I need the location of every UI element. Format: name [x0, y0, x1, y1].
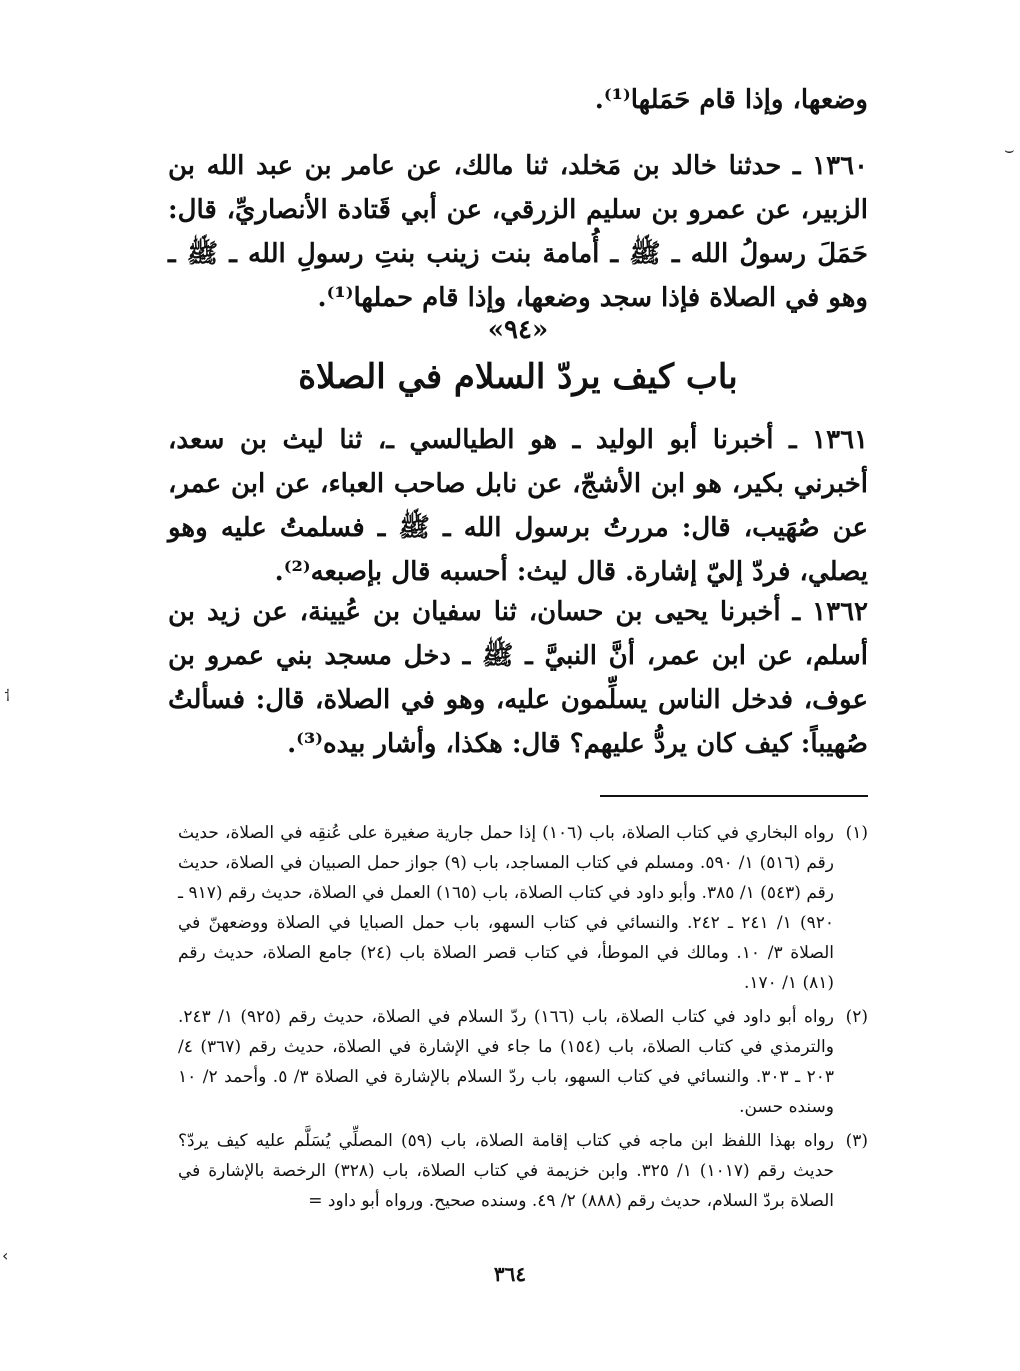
- footnote-text: رواه أبو داود في كتاب الصلاة، باب (١٦٦) ردّ السلام في الصلاة، حديث رقم (٩٢٥) ١/ ٢٤٣. والترمذي في كتاب الصلاة، باب (١٥٤) ما جاء في الإشارة في الصلاة، حديث رقم (٣٦٧) ٤/ ٢٠٣ ـ ٣٠٣. والنسائي في كتاب السهو، باب ردّ السلام بالإشارة في الصلاة ٣/ ٥. وأحمد ٢/ ١٠ وسنده حسن.: [178, 1007, 835, 1117]
- scan-edge-mark-icon: ⸶: [4, 686, 11, 705]
- footnote-number: (٣): [845, 1131, 868, 1151]
- footnote-1: [178, 818, 868, 998]
- footnote-2: [178, 1002, 868, 1122]
- footnote-text: رواه بهذا اللفظ ابن ماجه في كتاب إقامة الصلاة، باب (٥٩) المصلِّي يُسَلَّم عليه كيف يردّ؟ حديث رقم (١٠١٧) ١/ ٣٢٥. وابن خزيمة في كتاب الصلاة، باب (٣٢٨) الرخصة بالإشارة في الصلاة بردّ السلام، حديث رقم (٨٨٨) ٢/ ٤٩. وسنده صحيح. ورواه أبو داود =: [178, 1131, 834, 1211]
- hadith-1361: ١٣٦١ ـ أخبرنا أبو الوليد ـ هو الطيالسي ـ، ثنا ليث بن سعد، أخبرني بكير، هو ابن الأشجّ، عن نابل صاحب العباء، عن ابن عمر، عن صُهَيب، قال: مررتُ برسول الله ـ ﷺ ـ فسلمتُ عليه وهو يصلي، فردّ إليّ إشارة. قال ليث: أحسبه قال بإصبعه⁽²⁾.: [168, 425, 868, 587]
- section-title: باب كيف يردّ السلام في الصلاة: [298, 357, 738, 397]
- footnote-number: (٢): [845, 1007, 868, 1027]
- footnote-text: رواه البخاري في كتاب الصلاة، باب (١٠٦) إذا حمل جارية صغيرة على عُنقِه في الصلاة، حديث رقم (٥١٦) ١/ ٥٩٠. ومسلم في كتاب المساجد، باب (٩) جواز حمل الصبيان في الصلاة، حديث رقم (٥٤٣) ١/ ٣٨٥. وأبو داود في كتاب الصلاة، باب (١٦٥) العمل في الصلاة، حديث رقم (٩١٧ ـ ٩٢٠) ١/ ٢٤١ ـ ٢٤٢. والنسائي في كتاب السهو، باب حمل الصبايا في الصلاة ووضعهنّ في الصلاة ٣/ ١٠. ومالك في الموطأ، في كتاب قصر الصلاة باب (٢٤) جامع الصلاة، حديث رقم (٨١) ١/ ١٧٠.: [178, 823, 834, 993]
- footnote-number: (١): [845, 823, 868, 843]
- intro-continuation: وضعها، وإذا قام حَمَلها⁽¹⁾.: [594, 85, 868, 115]
- page-number: ٣٦٤: [493, 1262, 527, 1286]
- footnotes: [178, 818, 868, 1220]
- hadith-1362: ١٣٦٢ ـ أخبرنا يحيى بن حسان، ثنا سفيان بن عُيينة، عن زيد بن أسلم، عن ابن عمر، أنَّ النبيَّ ـ ﷺ ـ دخل مسجد بني عمرو بن عوف، فدخل الناس يسلِّمون عليه، وهو في الصلاة، قال: فسألتُ صُهيباً: كيف كان يردُّ عليهم؟ قال: هكذا، وأشار بيده⁽³⁾.: [168, 597, 868, 759]
- footnote-divider: [600, 795, 868, 797]
- hadith-1360: ١٣٦٠ ـ حدثنا خالد بن مَخلد، ثنا مالك، عن عامر بن عبد الله بن الزبير، عن عمرو بن سليم الزرقي، عن أبي قَتادة الأنصاريِّ، قال: حَمَلَ رسولُ الله ـ ﷺ ـ أُمامة بنت زينب بنتِ رسولِ الله ـ ﷺ ـ وهو في الصلاة فإذا سجد وضعها، وإذا قام حملها⁽¹⁾.: [168, 151, 868, 313]
- footnote-3: [178, 1126, 868, 1216]
- scan-edge-mark-icon: ‹: [2, 1246, 9, 1265]
- section-number: «٩٤»: [487, 315, 549, 345]
- scan-edge-mark-icon: ⌣: [1004, 140, 1015, 159]
